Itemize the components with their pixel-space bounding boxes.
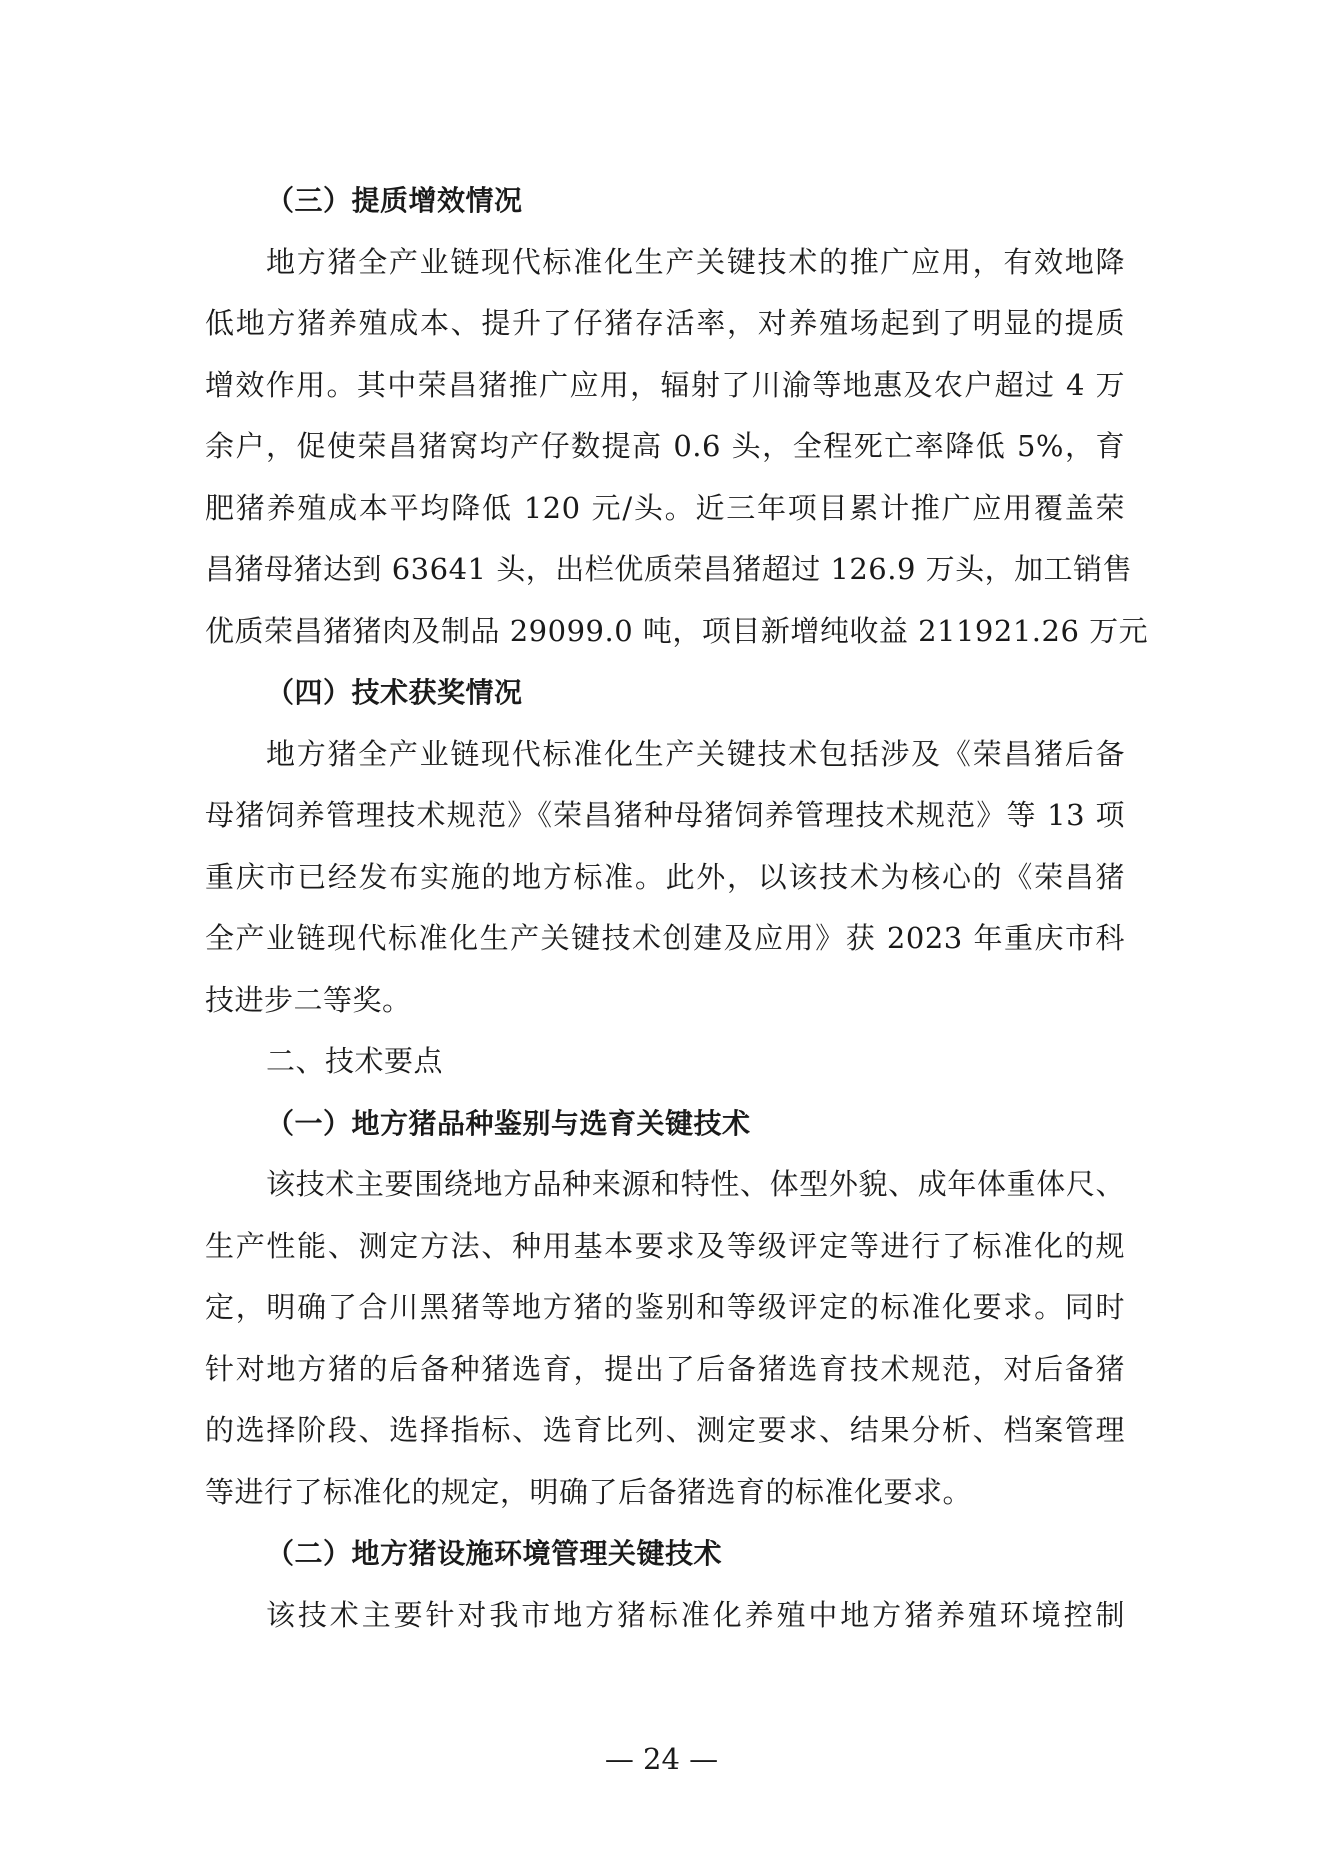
text-line: 母猪饲养管理技术规范》《荣昌猪种母猪饲养管理技术规范》等 13 项 (205, 798, 1125, 832)
document-body (205, 170, 1149, 1646)
text-line: 等进行了标准化的规定，明确了后备猪选育的标准化要求。 (205, 1474, 973, 1509)
text-line: 该技术主要围绕地方品种来源和特性、体型外貌、成年体重体尺、 (266, 1167, 1125, 1201)
paragraph-awards (205, 724, 1125, 1032)
text-line: 全产业链现代标准化生产关键技术创建及应用》获 2023 年重庆市科 (205, 921, 1125, 955)
heading-breed-identification: （一）地方猪品种鉴别与选育关键技术 (266, 1106, 751, 1140)
heading-facility-environment: （二）地方猪设施环境管理关键技术 (266, 1537, 723, 1570)
paragraph-breed-identification (205, 1154, 1125, 1523)
heading-technical-points: 二、技术要点 (266, 1044, 444, 1078)
text-line: 余户，促使荣昌猪窝均产仔数提高 0.6 头，全程死亡率降低 5%，育 (205, 429, 1125, 463)
text-line: 重庆市已经发布实施的地方标准。此外，以该技术为核心的《荣昌猪 (205, 859, 1125, 894)
text-line: 该技术主要针对我市地方猪标准化养殖中地方猪养殖环境控制 (266, 1597, 1125, 1632)
text-line: 的选择阶段、选择指标、选育比列、测定要求、结果分析、档案管理 (205, 1413, 1125, 1447)
text-line: 地方猪全产业链现代标准化生产关键技术包括涉及《荣昌猪后备 (266, 736, 1125, 771)
heading-improve-efficiency: （三）提质增效情况 (266, 184, 523, 217)
text-line: 昌猪母猪达到 63641 头，出栏优质荣昌猪超过 126.9 万头，加工销售 (205, 552, 1133, 586)
text-line: 定，明确了合川黑猪等地方猪的鉴别和等级评定的标准化要求。同时 (205, 1290, 1125, 1324)
text-line: 生产性能、测定方法、种用基本要求及等级评定等进行了标准化的规 (205, 1228, 1125, 1263)
text-line: 肥猪养殖成本平均降低 120 元/头。近三年项目累计推广应用覆盖荣 (205, 490, 1125, 525)
paragraph-facility-environment (205, 1585, 1125, 1647)
text-line: 地方猪全产业链现代标准化生产关键技术的推广应用，有效地降 (266, 244, 1125, 279)
text-line: 增效作用。其中荣昌猪推广应用，辐射了川渝等地惠及农户超过 4 万 (205, 367, 1125, 402)
text-line: 技进步二等奖。 (205, 982, 412, 1017)
text-line: 优质荣昌猪猪肉及制品 29099.0 吨，项目新增纯收益 211921.26 万元 (205, 613, 1149, 648)
text-line: 针对地方猪的后备种猪选育，提出了后备猪选育技术规范，对后备猪 (205, 1351, 1125, 1386)
paragraph-improve-efficiency (205, 232, 1149, 663)
heading-awards: （四）技术获奖情况 (266, 676, 523, 709)
page-number: — 24 — (604, 1742, 719, 1776)
text-line: 低地方猪养殖成本、提升了仔猪存活率，对养殖场起到了明显的提质 (205, 306, 1125, 340)
